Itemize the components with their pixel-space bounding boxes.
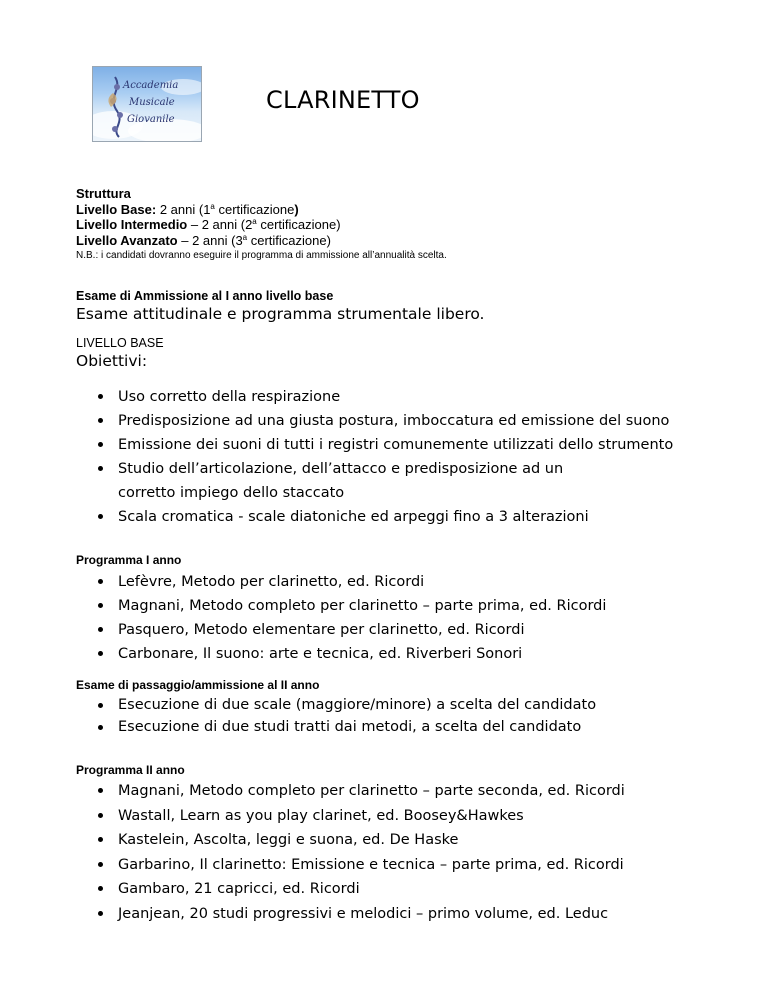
logo-text: Accademia Musicale Giovanile (123, 80, 179, 125)
academy-logo (92, 66, 202, 142)
level-intermediate-line: Livello Intermedio – 2 anni (2$^a$ certificazione) (76, 217, 341, 232)
objectives-list (98, 385, 738, 529)
nb-note: N.B.: i candidati dovranno eseguire il programma di ammissione all’annualità scelta. (76, 250, 447, 261)
admission-text: Esame attitudinale e programma strumentale libero. (76, 305, 485, 323)
admission-heading: Esame di Ammissione al I anno livello base (76, 289, 334, 303)
list-item: Magnani, Metodo completo per clarinetto – parte seconda, ed. Ricordi (98, 779, 738, 804)
list-item: Garbarino, Il clarinetto: Emissione e tecnica – parte prima, ed. Ricordi (98, 853, 738, 878)
level-base-line: Livello Base: 2 anni (1$^a$ certificazione) (76, 201, 299, 217)
list-item: Emissione dei suoni di tutti i registri comunemente utilizzati dello strumento (98, 433, 738, 457)
list-item: Carbonare, Il suono: arte e tecnica, ed. Riverberi Sonori (98, 642, 738, 666)
level-base-heading: LIVELLO BASE (76, 336, 164, 350)
list-item: Scala cromatica - scale diatoniche ed arpeggi fino a 3 alterazioni (98, 505, 738, 529)
passage-2-list (98, 694, 738, 738)
program-1-list (98, 570, 738, 666)
list-item: Magnani, Metodo completo per clarinetto – parte prima, ed. Ricordi (98, 594, 738, 618)
program-1-heading: Programma I anno (76, 553, 182, 567)
list-item: Esecuzione di due studi tratti dai metodi, a scelta del candidato (98, 716, 738, 738)
level-advanced-line: Livello Avanzato – 2 anni (3$^a$ certificazione) (76, 232, 331, 248)
program-2-heading: Programma II anno (76, 763, 185, 777)
structure-heading: Struttura (76, 186, 131, 201)
structure-section (76, 186, 447, 262)
program-2-list (98, 779, 738, 926)
list-item: Predisposizione ad una giusta postura, imboccatura ed emissione del suono (98, 409, 738, 433)
list-item: Uso corretto della respirazione (98, 385, 738, 409)
list-item: Pasquero, Metodo elementare per clarinetto, ed. Ricordi (98, 618, 738, 642)
list-item: Studio dell’articolazione, dell’attacco e predisposizione ad un corretto impiego dello staccato (98, 457, 588, 505)
list-item: Jeanjean, 20 studi progressivi e melodici – primo volume, ed. Leduc (98, 902, 738, 927)
list-item: Gambaro, 21 capricci, ed. Ricordi (98, 877, 738, 902)
list-item: Wastall, Learn as you play clarinet, ed. Boosey&Hawkes (98, 804, 738, 829)
page-title: CLARINETTO (266, 86, 420, 114)
list-item: Lefèvre, Metodo per clarinetto, ed. Ricordi (98, 570, 738, 594)
objectives-label: Obiettivi: (76, 352, 148, 370)
list-item: Kastelein, Ascolta, leggi e suona, ed. De Haske (98, 828, 738, 853)
passage-2-heading: Esame di passaggio/ammissione al II anno (76, 678, 320, 692)
list-item: Esecuzione di due scale (maggiore/minore) a scelta del candidato (98, 694, 738, 716)
